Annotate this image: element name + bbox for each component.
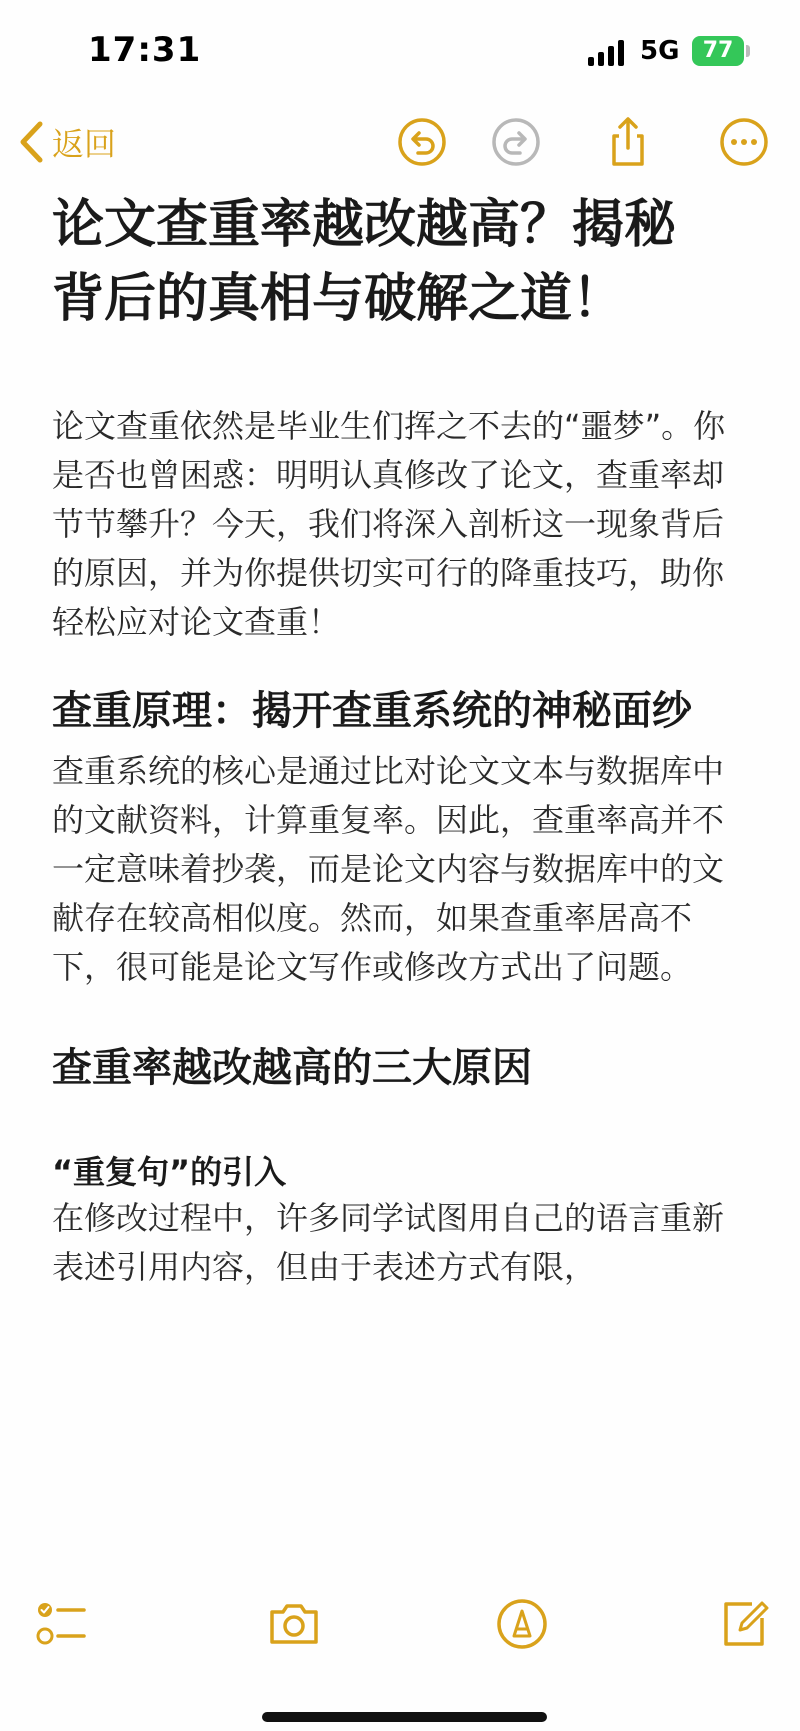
intro-paragraph: 论文查重依然是毕业生们挥之不去的“噩梦”。你是否也曾困惑：明明认真修改了论文，查重率却节节攀升？今天，我们将深入剖析这一现象背后的原因，并为你提供切实可行的降重技巧，助你轻松应对论文查重！: [52, 407, 726, 641]
battery-tip: [746, 45, 750, 57]
note-title: 论文查重率越改越高？揭秘背后的真相与破解之道！: [52, 195, 677, 329]
section-heading: 查重原理：揭开查重系统的神秘面纱: [52, 688, 692, 734]
camera-icon[interactable]: [266, 1596, 322, 1652]
redo-icon[interactable]: [490, 116, 542, 168]
signal-icon: [588, 40, 624, 66]
more-icon[interactable]: [718, 116, 770, 168]
chevron-left-icon: [18, 120, 44, 164]
share-icon[interactable]: [602, 116, 654, 168]
battery-icon: 77: [692, 36, 744, 66]
compose-icon[interactable]: [718, 1596, 774, 1652]
network-label: 5G: [640, 36, 680, 66]
status-time: 17:31: [88, 30, 202, 70]
undo-icon[interactable]: [396, 116, 448, 168]
subsection-heading: “重复句”的引入: [52, 1153, 287, 1191]
section-paragraph: 查重系统的核心是通过比对论文文本与数据库中的文献资料，计算重复率。因此，查重率高并不一定意味着抄袭，而是论文内容与数据库中的文献存在较高相似度。然而，如果查重率居高不下，很可能是论文写作或修改方式出了问题。: [52, 752, 725, 986]
section-heading: 查重率越改越高的三大原因: [52, 1045, 532, 1091]
back-button[interactable]: [18, 118, 116, 166]
home-indicator[interactable]: [262, 1712, 547, 1722]
checklist-icon[interactable]: [34, 1596, 90, 1652]
subsection-paragraph: 在修改过程中，许多同学试图用自己的语言重新表述引用内容，但由于表述方式有限，: [52, 1199, 725, 1286]
markup-icon[interactable]: [494, 1596, 550, 1652]
back-label: 返回: [52, 125, 117, 163]
note-body[interactable]: [52, 188, 752, 1292]
